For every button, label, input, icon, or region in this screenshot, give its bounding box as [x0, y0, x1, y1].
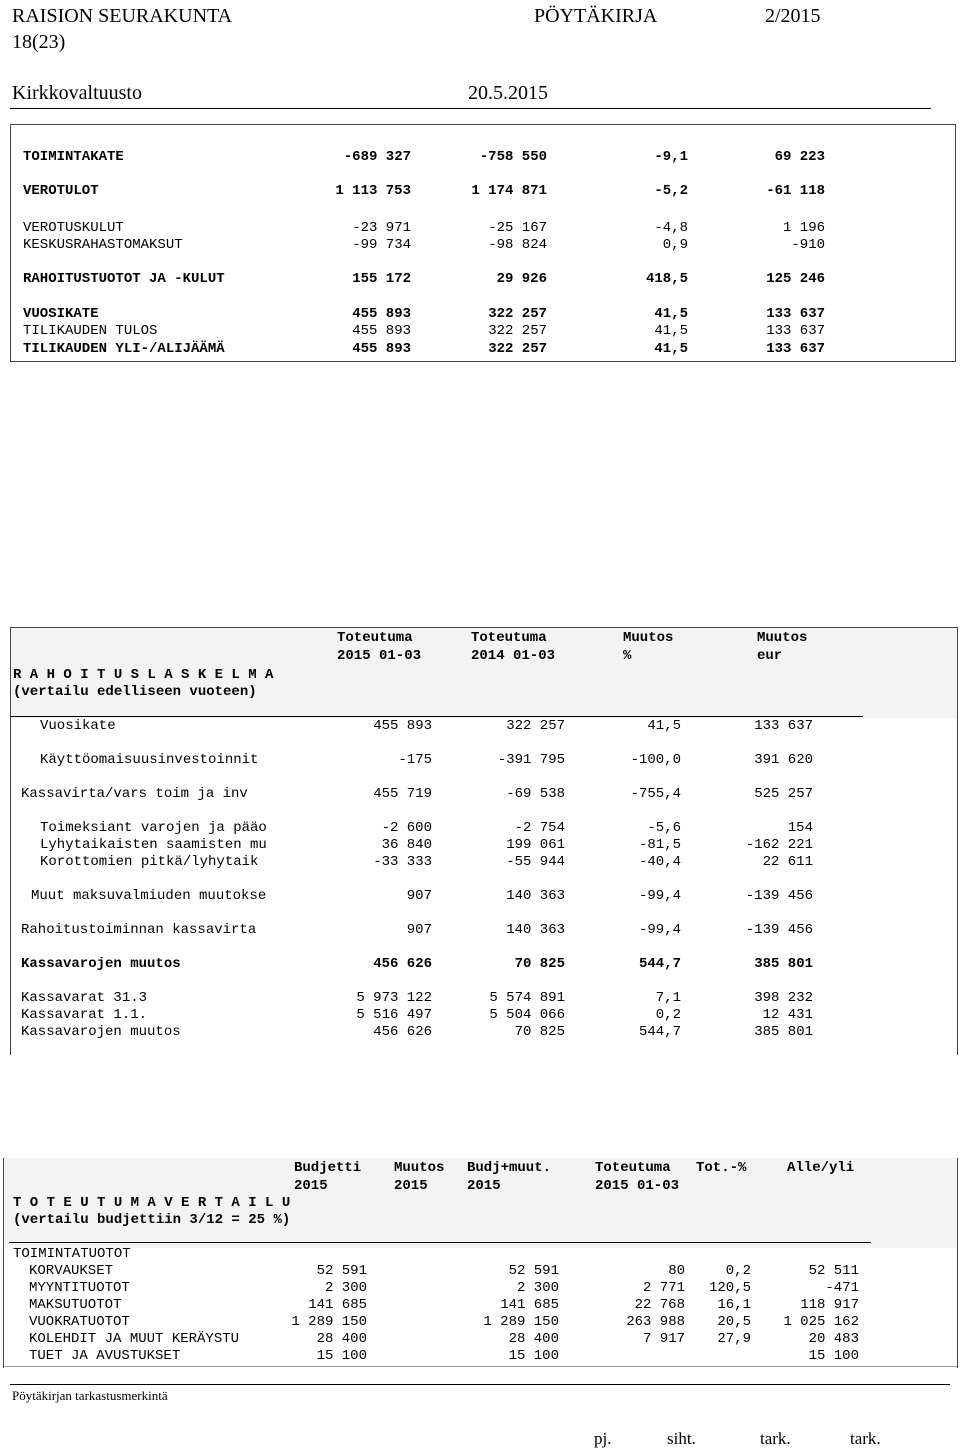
realization-label: KOLEHDIT JA MUUT KERÄYSTU [29, 1331, 240, 1347]
cashflow-row [0, 718, 960, 735]
realization-value: 15 100 [508, 1348, 559, 1364]
cashflow-value: -139 456 [745, 888, 813, 904]
realization-row [0, 1314, 960, 1331]
realization-bottom-border [4, 1366, 957, 1367]
summary-value: 1 174 871 [471, 183, 547, 199]
signature-reviewer-2: tark. [850, 1429, 881, 1448]
organization-name: RAISION SEURAKUNTA [12, 5, 233, 27]
summary-row [0, 306, 960, 323]
page-number: 18(23) [12, 31, 66, 53]
cashflow-value: 70 825 [514, 956, 565, 972]
cashflow-value: -69 538 [506, 786, 565, 802]
cashflow-value: 907 [406, 888, 432, 904]
cashflow-header-row [0, 648, 960, 665]
cashflow-value: -99,4 [638, 922, 681, 938]
realization-row [0, 1297, 960, 1314]
summary-value: -98 824 [488, 237, 547, 253]
realization-value: 52 591 [316, 1263, 367, 1279]
column-header: 2015 [294, 1178, 328, 1194]
meeting-body: Kirkkovaltuusto [12, 82, 142, 104]
realization-subtitle: (vertailu budjettiin 3/12 = 25 %) [13, 1212, 291, 1228]
realization-value: 2 771 [642, 1280, 685, 1296]
column-header: 2015 [467, 1178, 501, 1194]
cashflow-value: -5,6 [647, 820, 681, 836]
realization-value: 52 591 [508, 1263, 559, 1279]
realization-label: MYYNTITUOTOT [29, 1280, 130, 1296]
realization-value: 28 400 [316, 1331, 367, 1347]
cashflow-value: -139 456 [745, 922, 813, 938]
realization-section-label: TOIMINTATUOTOT [13, 1246, 131, 1262]
summary-value: 133 637 [766, 341, 825, 357]
cashflow-value: -162 221 [745, 837, 813, 853]
cashflow-row [0, 837, 960, 854]
summary-value: 1 196 [782, 220, 825, 236]
cashflow-value: 398 232 [754, 990, 813, 1006]
realization-label: MAKSUTUOTOT [29, 1297, 122, 1313]
cashflow-label: Toimeksiant varojen ja pääo [40, 820, 267, 836]
column-header: 2015 [394, 1178, 428, 1194]
header-divider [10, 108, 931, 109]
cashflow-row [0, 990, 960, 1007]
meeting-date: 20.5.2015 [468, 82, 548, 104]
summary-value: -689 327 [343, 149, 411, 165]
cashflow-value: 41,5 [647, 718, 681, 734]
cashflow-value: -100,0 [630, 752, 681, 768]
review-note-label: Pöytäkirjan tarkastusmerkintä [12, 1388, 168, 1403]
summary-row [0, 183, 960, 200]
cashflow-value: 544,7 [638, 956, 681, 972]
cashflow-value: 544,7 [638, 1024, 681, 1040]
realization-value: 0,2 [725, 1263, 751, 1279]
summary-row [0, 237, 960, 254]
cashflow-value: 154 [787, 820, 813, 836]
realization-value: 2 300 [516, 1280, 559, 1296]
cashflow-value: 455 893 [373, 718, 432, 734]
realization-label: VUOKRATUOTOT [29, 1314, 130, 1330]
column-header: Muutos [757, 630, 808, 646]
cashflow-row [0, 1024, 960, 1041]
cashflow-value: 0,2 [655, 1007, 681, 1023]
summary-row [0, 220, 960, 237]
cashflow-value: 5 973 122 [356, 990, 432, 1006]
summary-value: 133 637 [766, 306, 825, 322]
cashflow-value: 5 574 891 [489, 990, 565, 1006]
realization-value: 80 [668, 1263, 685, 1279]
cashflow-value: -175 [398, 752, 432, 768]
cashflow-title: R A H O I T U S L A S K E L M A [13, 667, 274, 683]
column-header: Muutos [394, 1160, 445, 1176]
column-header: Budj+muut. [467, 1160, 552, 1176]
realization-row [0, 1280, 960, 1297]
summary-row [0, 149, 960, 166]
realization-value: 1 025 162 [783, 1314, 859, 1330]
cashflow-value: 70 825 [514, 1024, 565, 1040]
cashflow-label: Käyttöomaisuusinvestoinnit [40, 752, 259, 768]
cashflow-value: 133 637 [754, 718, 813, 734]
cashflow-value: 385 801 [754, 1024, 813, 1040]
document-type: PÖYTÄKIRJA [534, 5, 658, 27]
cashflow-label: Kassavirta/vars toim ja inv [21, 786, 248, 802]
cashflow-label: Kassavarat 31.3 [21, 990, 148, 1006]
cashflow-value: -55 944 [506, 854, 565, 870]
realization-value: 16,1 [717, 1297, 751, 1313]
column-header: Toteutuma [471, 630, 547, 646]
summary-row [0, 323, 960, 340]
summary-value: -4,8 [654, 220, 688, 236]
cashflow-value: 391 620 [754, 752, 813, 768]
cashflow-value: 140 363 [506, 888, 565, 904]
cashflow-value: -33 333 [373, 854, 432, 870]
signature-reviewer-1: tark. [760, 1429, 791, 1448]
cashflow-value: 456 626 [373, 956, 432, 972]
cashflow-value: 322 257 [506, 718, 565, 734]
realization-value: 263 988 [626, 1314, 685, 1330]
realization-value: 15 100 [808, 1348, 859, 1364]
realization-value: 7 917 [642, 1331, 685, 1347]
cashflow-value: 525 257 [754, 786, 813, 802]
realization-value: 20,5 [717, 1314, 751, 1330]
summary-label: RAHOITUSTUOTOT JA -KULUT [23, 271, 225, 287]
summary-label: VUOSIKATE [23, 306, 99, 322]
realization-value: 1 289 150 [291, 1314, 367, 1330]
cashflow-value: 456 626 [373, 1024, 432, 1040]
realization-header-row [0, 1160, 960, 1177]
cashflow-value: -2 754 [514, 820, 565, 836]
cashflow-value: -391 795 [497, 752, 565, 768]
cashflow-value: 7,1 [655, 990, 681, 1006]
realization-value: 120,5 [708, 1280, 751, 1296]
realization-value: 118 917 [800, 1297, 859, 1313]
cashflow-value: -2 600 [381, 820, 432, 836]
realization-value: 15 100 [316, 1348, 367, 1364]
column-header: Toteutuma [337, 630, 413, 646]
summary-value: -5,2 [654, 183, 688, 199]
cashflow-row [0, 1007, 960, 1024]
cashflow-label: Vuosikate [40, 718, 116, 734]
summary-value: 133 637 [766, 323, 825, 339]
summary-value: -99 734 [352, 237, 411, 253]
document-number: 2/2015 [765, 5, 821, 27]
realization-label: TUET JA AVUSTUKSET [29, 1348, 181, 1364]
summary-label: TILIKAUDEN YLI-/ALIJÄÄMÄ [23, 341, 225, 357]
cashflow-value: -40,4 [638, 854, 681, 870]
cashflow-value: 455 719 [373, 786, 432, 802]
column-header: Budjetti [294, 1160, 362, 1176]
cashflow-row [0, 888, 960, 905]
realization-value: 28 400 [508, 1331, 559, 1347]
signature-chair: pj. [594, 1429, 612, 1448]
summary-value: 29 926 [496, 271, 547, 287]
realization-header-rule [9, 1242, 871, 1243]
footer-divider [10, 1384, 950, 1385]
summary-value: 41,5 [654, 323, 688, 339]
summary-label: TILIKAUDEN TULOS [23, 323, 158, 339]
cashflow-label: Lyhytaikaisten saamisten mu [40, 837, 267, 853]
summary-value: 155 172 [352, 271, 411, 287]
realization-row [0, 1348, 960, 1365]
summary-row [0, 271, 960, 288]
cashflow-value: 5 504 066 [489, 1007, 565, 1023]
summary-value: 1 113 753 [335, 183, 411, 199]
summary-value: -23 971 [352, 220, 411, 236]
realization-value: 2 300 [324, 1280, 367, 1296]
realization-value: 27,9 [717, 1331, 751, 1347]
cashflow-label: Muut maksuvalmiuden muutokse [31, 888, 267, 904]
column-header: 2014 01-03 [471, 648, 556, 664]
column-header: % [623, 648, 632, 664]
cashflow-row [0, 854, 960, 871]
realization-value: 52 511 [808, 1263, 859, 1279]
summary-value: 455 893 [352, 306, 411, 322]
realization-label: KORVAUKSET [29, 1263, 114, 1279]
column-header: Alle/yli [787, 1160, 855, 1176]
summary-value: 455 893 [352, 341, 411, 357]
realization-header-row [0, 1178, 960, 1195]
cashflow-header-row [0, 630, 960, 647]
summary-value: -910 [791, 237, 825, 253]
cashflow-value: 12 431 [762, 1007, 813, 1023]
realization-value: 141 685 [500, 1297, 559, 1313]
realization-value: 141 685 [308, 1297, 367, 1313]
summary-label: KESKUSRAHASTOMAKSUT [23, 237, 183, 253]
cashflow-label: Kassavarojen muutos [21, 956, 181, 972]
cashflow-subtitle: (vertailu edelliseen vuoteen) [13, 684, 257, 700]
realization-value: 1 289 150 [483, 1314, 559, 1330]
column-header: Muutos [623, 630, 674, 646]
cashflow-label: Kassavarojen muutos [21, 1024, 181, 1040]
summary-value: 418,5 [645, 271, 688, 287]
summary-value: 322 257 [488, 306, 547, 322]
cashflow-value: -81,5 [638, 837, 681, 853]
column-header: eur [757, 648, 783, 664]
cashflow-value: -755,4 [630, 786, 681, 802]
cashflow-value: 36 840 [381, 837, 432, 853]
cashflow-value: 140 363 [506, 922, 565, 938]
summary-value: 41,5 [654, 306, 688, 322]
summary-label: TOIMINTAKATE [23, 149, 124, 165]
summary-label: VEROTUSKULUT [23, 220, 124, 236]
realization-value: 22 768 [634, 1297, 685, 1313]
realization-row [0, 1331, 960, 1348]
cashflow-row [0, 752, 960, 769]
cashflow-value: 5 516 497 [356, 1007, 432, 1023]
cashflow-value: 22 611 [762, 854, 813, 870]
cashflow-label: Korottomien pitkä/lyhytaik [40, 854, 259, 870]
summary-value: 69 223 [774, 149, 825, 165]
signature-secretary: siht. [667, 1429, 696, 1448]
column-header: Tot.-% [696, 1160, 747, 1176]
cashflow-value: 199 061 [506, 837, 565, 853]
realization-value: -471 [825, 1280, 859, 1296]
cashflow-row [0, 956, 960, 973]
cashflow-row [0, 922, 960, 939]
summary-label: VEROTULOT [23, 183, 99, 199]
realization-title: T O T E U T U M A V E R T A I L U [13, 1195, 291, 1211]
cashflow-value: 907 [406, 922, 432, 938]
summary-value: -61 118 [766, 183, 825, 199]
column-header: 2015 01-03 [595, 1178, 680, 1194]
cashflow-header-rule [11, 716, 863, 717]
cashflow-value: 385 801 [754, 956, 813, 972]
cashflow-row [0, 820, 960, 837]
column-header: Toteutuma [595, 1160, 671, 1176]
summary-value: 322 257 [488, 323, 547, 339]
realization-value: 20 483 [808, 1331, 859, 1347]
summary-value: -758 550 [479, 149, 547, 165]
summary-value: -25 167 [488, 220, 547, 236]
cashflow-value: -99,4 [638, 888, 681, 904]
cashflow-label: Rahoitustoiminnan kassavirta [21, 922, 257, 938]
column-header: 2015 01-03 [337, 648, 422, 664]
cashflow-row [0, 786, 960, 803]
cashflow-label: Kassavarat 1.1. [21, 1007, 148, 1023]
summary-value: 41,5 [654, 341, 688, 357]
summary-value: 322 257 [488, 341, 547, 357]
summary-value: 125 246 [766, 271, 825, 287]
summary-value: 0,9 [662, 237, 688, 253]
realization-row [0, 1263, 960, 1280]
summary-value: -9,1 [654, 149, 688, 165]
summary-row [0, 341, 960, 358]
summary-value: 455 893 [352, 323, 411, 339]
